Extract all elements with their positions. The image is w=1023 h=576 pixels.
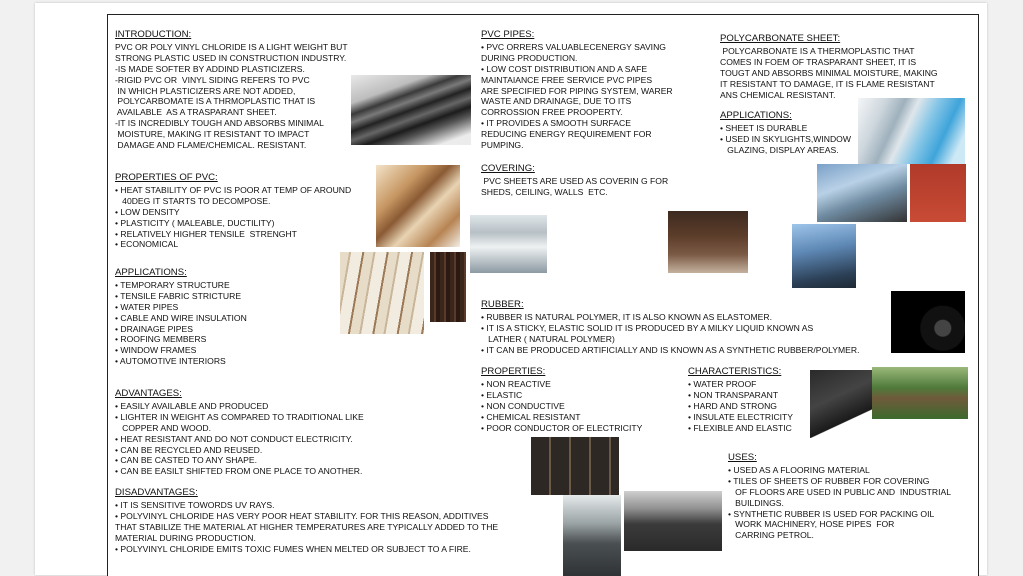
- shed-covering-image: [470, 215, 547, 273]
- text-line: • POLYVINYL CHLORIDE EMITS TOXIC FUMES WHEN MELTED OR SUBJECT TO A FIRE.: [115, 543, 471, 554]
- text-line: ARE SPECIFIED FOR PIPING SYSTEM, WARER: [481, 85, 673, 96]
- text-line: STRONG PLASTIC USED IN CONSTRUCTION INDUSTRY.: [115, 52, 347, 63]
- rubber-section: [481, 300, 860, 356]
- section-heading: CHARACTERISTICS:: [688, 366, 782, 377]
- text-line: PVC SHEETS ARE USED AS COVERIN G FOR: [481, 175, 669, 186]
- text-line: • SYNTHETIC RUBBER IS USED FOR PACKING OIL: [728, 508, 935, 519]
- text-line: • AUTOMOTIVE INTERIORS: [115, 356, 226, 367]
- polycarbonate-section: [720, 34, 938, 100]
- section-heading: ADVANTAGES:: [115, 388, 182, 399]
- text-line: • ROOFING MEMBERS: [115, 334, 207, 345]
- text-line: • CABLE AND WIRE INSULATION: [115, 312, 247, 323]
- text-line: CARRING PETROL.: [728, 530, 814, 541]
- text-line: • CHEMICAL RESISTANT: [481, 411, 581, 422]
- text-line: DAMAGE AND FLAME/CHEMICAL. RESISTANT.: [115, 140, 307, 151]
- section-heading: RUBBER:: [481, 299, 524, 310]
- text-line: PUMPING.: [481, 140, 524, 151]
- section-heading: PVC PIPES:: [481, 29, 535, 40]
- text-line: • DRAINAGE PIPES: [115, 323, 193, 334]
- text-line: • PVC ORRERS VALUABLECENERGY SAVING: [481, 41, 666, 52]
- text-line: • HEAT STABILITY OF PVC IS POOR AT TEMP OF AROUND: [115, 184, 352, 195]
- text-line: MOISTURE, MAKING IT RESISTANT TO IMPACT: [115, 129, 310, 140]
- pvc-dark-panel-image: [430, 252, 466, 322]
- text-line: • WATER PROOF: [688, 378, 757, 389]
- text-line: • SHEET IS DURABLE: [720, 122, 808, 133]
- text-line: • IT IS A STICKY, ELASTIC SOLID IT IS PRODUCED BY A MILKY LIQUID KNOWN AS: [481, 322, 814, 333]
- text-line: OF FLOORS ARE USED IN PUBLIC AND INDUSTRIAL: [728, 486, 952, 497]
- text-line: COMES IN FOEM OF TRASPARANT SHEET, IT IS: [720, 56, 917, 67]
- wall-covering-image: [668, 211, 748, 273]
- text-line: • POOR CONDUCTOR OF ELECTRICITY: [481, 422, 643, 433]
- text-line: POLYCARBOMATE IS A THRMOPLASTIC THAT IS: [115, 96, 316, 107]
- text-line: • LIGHTER IN WEIGHT AS COMPARED TO TRADITIONAL LIKE: [115, 411, 364, 422]
- text-line: • CAN BE EASILT SHIFTED FROM ONE PLACE TO ANOTHER.: [115, 466, 363, 477]
- section-heading: DISADVANTAGES:: [115, 487, 198, 498]
- text-line: • LOW DENSITY: [115, 206, 180, 217]
- advantages-section: [115, 389, 364, 477]
- text-line: • CAN BE CASTED TO ANY SHAPE.: [115, 455, 257, 466]
- canopy-image: [817, 164, 907, 222]
- roof-covering-image: [550, 212, 663, 273]
- text-line: REDUCING ENERGY REQUIREMENT FOR: [481, 129, 652, 140]
- rubber-roll-image: [891, 291, 965, 353]
- text-line: • NON REACTIVE: [481, 378, 551, 389]
- pvc-pipes-section: [481, 30, 673, 151]
- text-line: MAINTAIANCE FREE SERVICE PVC PIPES: [481, 74, 653, 85]
- text-line: • NON CONDUCTIVE: [481, 400, 565, 411]
- text-line: • ECONOMICAL: [115, 239, 179, 250]
- text-line: MATERIAL DURING PRODUCTION.: [115, 532, 256, 543]
- gym-floor-image: [624, 491, 722, 551]
- section-heading: APPLICATIONS:: [115, 267, 187, 278]
- content-board: [107, 14, 979, 576]
- text-line: WORK MACHINERY, HOSE PIPES FOR: [728, 519, 895, 530]
- text-line: COPPER AND WOOD.: [115, 422, 211, 433]
- text-line: • TEMPORARY STRUCTURE: [115, 279, 230, 290]
- intro-section: [115, 30, 348, 151]
- text-line: IT RESISTANT TO DAMAGE, IT IS FLAME RESISTANT: [720, 78, 935, 89]
- skylight-image: [792, 224, 856, 288]
- text-line: SHEDS, CEILING, WALLS ETC.: [481, 186, 608, 197]
- pvc-veneer-image: [376, 165, 460, 247]
- text-line: PVC OR POLY VINYL CHLORIDE IS A LIGHT WEIGHT BUT: [115, 41, 348, 52]
- text-line: • INSULATE ELECTRICITY: [688, 411, 794, 422]
- text-line: • RELATIVELY HIGHER TENSILE STRENGHT: [115, 228, 297, 239]
- covering-section: [481, 164, 668, 198]
- text-line: • WATER PIPES: [115, 301, 179, 312]
- rubber-tiles-image: [531, 437, 619, 495]
- text-line: 40DEG IT STARTS TO DECOMPOSE.: [115, 195, 271, 206]
- section-heading: APPLICATIONS:: [720, 110, 792, 121]
- section-heading: INTRODUCTION:: [115, 29, 192, 40]
- applications-pvc-section: [115, 268, 247, 367]
- section-heading: POLYCARBONATE SHEET:: [720, 33, 841, 44]
- text-line: • LOW COST DISTRIBUTION AND A SAFE: [481, 63, 648, 74]
- polycarbonate-sheets-image: [858, 98, 965, 164]
- text-line: -IS MADE SOFTER BY ADDIND PLASTICIZERS.: [115, 63, 305, 74]
- text-line: • IT PROVIDES A SMOOTH SURFACE: [481, 118, 631, 129]
- text-line: • CAN BE RECYCLED AND REUSED.: [115, 444, 263, 455]
- rubber-deck-image: [563, 495, 621, 576]
- rubber-tree-image: [872, 367, 968, 419]
- uses-section: [728, 453, 951, 541]
- text-line: • PLASTICITY ( MALEABLE, DUCTILITY): [115, 217, 275, 228]
- text-line: AVAILABLE AS A TRASPARANT SHEET.: [115, 107, 277, 118]
- text-line: • WINDOW FRAMES: [115, 345, 197, 356]
- text-line: BUILDINGS.: [728, 497, 784, 508]
- text-line: • HEAT RESISTANT AND DO NOT CONDUCT ELECTRICITY.: [115, 433, 353, 444]
- section-heading: COVERING:: [481, 163, 535, 174]
- window-glazing-image: [910, 164, 966, 222]
- text-line: THAT STABILIZE THE MATERIAL AT HIGHER TEMPERATURES ARE TYPICALLY ADDED TO THE: [115, 521, 499, 532]
- text-line: LATHER ( NATURAL POLYMER): [481, 333, 615, 344]
- text-line: • ELASTIC: [481, 389, 523, 400]
- text-line: • USED AS A FLOORING MATERIAL: [728, 464, 870, 475]
- text-line: • RUBBER IS NATURAL POLYMER, IT IS ALSO KNOWN AS ELASTOMER.: [481, 311, 772, 322]
- pvc-pipes-image: [351, 75, 471, 145]
- text-line: • TILES OF SHEETS OF RUBBER FOR COVERING: [728, 475, 930, 486]
- text-line: • POLYVINYL CHLORIDE HAS VERY POOR HEAT STABILITY. FOR THIS REASON, ADDITIVES: [115, 510, 489, 521]
- section-heading: PROPERTIES:: [481, 366, 546, 377]
- text-line: TOUGT AND ABSORBS MINIMAL MOISTURE, MAKING: [720, 67, 938, 78]
- text-line: ANS CHEMICAL RESISTANT.: [720, 89, 836, 100]
- text-line: -IT IS INCREDIBLY TOUGH AND ABSORBS MINIMAL: [115, 118, 324, 129]
- text-line: CORROSSION FREE PROOPERTY.: [481, 107, 623, 118]
- rubber-mat-image: [810, 370, 872, 438]
- text-line: • IT IS SENSITIVE TOWORDS UV RAYS.: [115, 499, 275, 510]
- text-line: • HARD AND STRONG: [688, 400, 777, 411]
- characteristics-section: [688, 367, 793, 433]
- text-line: GLAZING, DISPLAY AREAS.: [720, 144, 839, 155]
- text-line: • IT CAN BE PRODUCED ARTIFICIALLY AND IS KNOWN AS A SYNTHETIC RUBBER/POLYMER.: [481, 344, 860, 355]
- text-line: • TENSILE FABRIC STRICTURE: [115, 290, 242, 301]
- text-line: POLYCARBONATE IS A THERMOPLASTIC THAT: [720, 45, 915, 56]
- pvc-panels-image: [340, 252, 424, 334]
- rubber-properties-section: [481, 367, 642, 433]
- disadvantages-section: [115, 488, 498, 554]
- section-heading: USES:: [728, 452, 757, 463]
- text-line: • FLEXIBLE AND ELASTIC: [688, 422, 792, 433]
- text-line: -RIGID PVC OR VINYL SIDING REFERS TO PVC: [115, 74, 310, 85]
- properties-pvc-section: [115, 173, 351, 250]
- text-line: • USED IN SKYLIGHTS,WINDOW: [720, 133, 851, 144]
- section-heading: PROPERTIES OF PVC:: [115, 172, 218, 183]
- text-line: • NON TRANSPARANT: [688, 389, 779, 400]
- text-line: IN WHICH PLASTICIZERS ARE NOT ADDED,: [115, 85, 296, 96]
- text-line: • EASILY AVAILABLE AND PRODUCED: [115, 400, 269, 411]
- applications-pc-section: [720, 111, 851, 156]
- text-line: DURING PRODUCTION.: [481, 52, 578, 63]
- text-line: WASTE AND DRAINAGE, DUE TO ITS: [481, 96, 632, 107]
